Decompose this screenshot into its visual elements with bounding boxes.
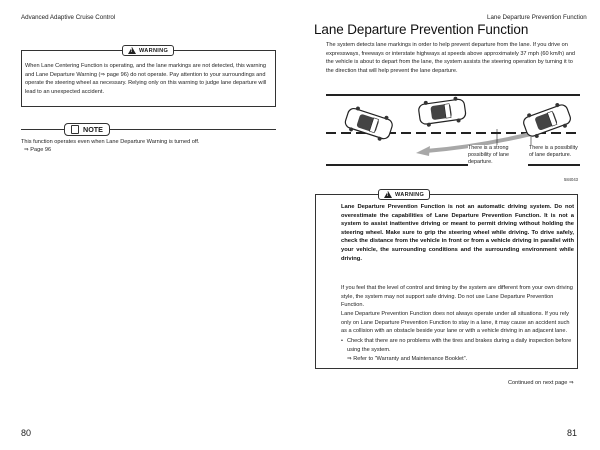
warning-bold-text: Lane Departure Prevention Function is not an automatic driving system. Do not overestimate the capabilities of Lane Departure Prevention Function. It is not a system to assist inattentive driving or meant to permit driving without holding the steering wheel. Make sure to grip the steering wheel while driving. To drive safely, check the distance from the vehicle in front or from a vehicle driving in parallel with your vehicle, the surrounding conditions and the surrounding environment while driving. (341, 204, 574, 262)
running-header-right: Lane Departure Prevention Function (487, 14, 587, 21)
warning-label-right (378, 189, 430, 200)
car-left (343, 104, 395, 143)
callout-possible-departure: There is a possibility of lane departure. (529, 145, 581, 159)
note-label (64, 123, 110, 136)
page-title: Lane Departure Prevention Function (314, 22, 529, 37)
page-number-left: 80 (21, 428, 32, 438)
warning-paragraph-1: If you feel that the level of control and timing by the system are different from your own driving style, the system may not support safe driving. Do not use Lane Departure Prevention Function. (341, 285, 573, 309)
warning-text-left: When Lane Centering Function is operating, and the lane markings are not detected, this warning and Lane Departure Warning (⇒ page 96) do not operate. Pay attention to your surroundings and operate the steering wheel as necessary. Relying only on this warning to judge lane departure will lead to an unexpected accident. (25, 63, 267, 95)
intro-paragraph: The system detects lane markings in order to help prevent departure from the lane. If you drive on expressways, freeways or interstate highways at speeds above approximately 37 mph (60 km/h) and the vehicle is about to depart from the lane, the system assists the steering operation by turning it to the direction that will help prevent the lane departure. (326, 42, 576, 74)
note-label-text: NOTE (83, 125, 103, 134)
warning-triangle-icon (128, 47, 136, 54)
bullet-dot: • (341, 338, 343, 344)
car-right (521, 100, 573, 140)
running-header-left: Advanced Adaptive Cruise Control (21, 14, 116, 21)
page-number-right: 81 (567, 428, 578, 438)
note-divider (21, 129, 276, 130)
warning-label-left (122, 45, 174, 56)
warning-label-text: WARNING (139, 47, 169, 54)
departure-arrow-head (416, 146, 430, 156)
car-middle (418, 96, 467, 128)
lane-departure-illustration (326, 89, 580, 180)
note-text-line1: This function operates even when Lane Departure Warning is turned off. (21, 139, 200, 145)
warning-bullet-ref: ⇒ Refer to “Warranty and Maintenance Booklet”. (347, 356, 468, 362)
callout-strong-departure: There is a strong possibility of lane departure. (468, 145, 528, 166)
warning-paragraph-2: Lane Departure Prevention Function does not always operate under all situations. If you rely only on Lane Departure Prevention Function to stay in a lane, it may cause an accident such as a collision with an obstacle beside your lane or with a vehicle driving in an adjacent lane. (341, 311, 570, 335)
warning-triangle-icon (384, 191, 392, 198)
warning-bullet-text: Check that there are no problems with the tires and brakes during a daily inspection before using the system. (347, 338, 572, 353)
figure-id: 584043 (564, 177, 578, 182)
continued-next-page: Continued on next page ⇒ (508, 380, 574, 386)
warning-label-text: WARNING (395, 191, 425, 198)
note-icon (71, 125, 79, 134)
note-text-line2: ⇒ Page 96 (24, 147, 52, 153)
